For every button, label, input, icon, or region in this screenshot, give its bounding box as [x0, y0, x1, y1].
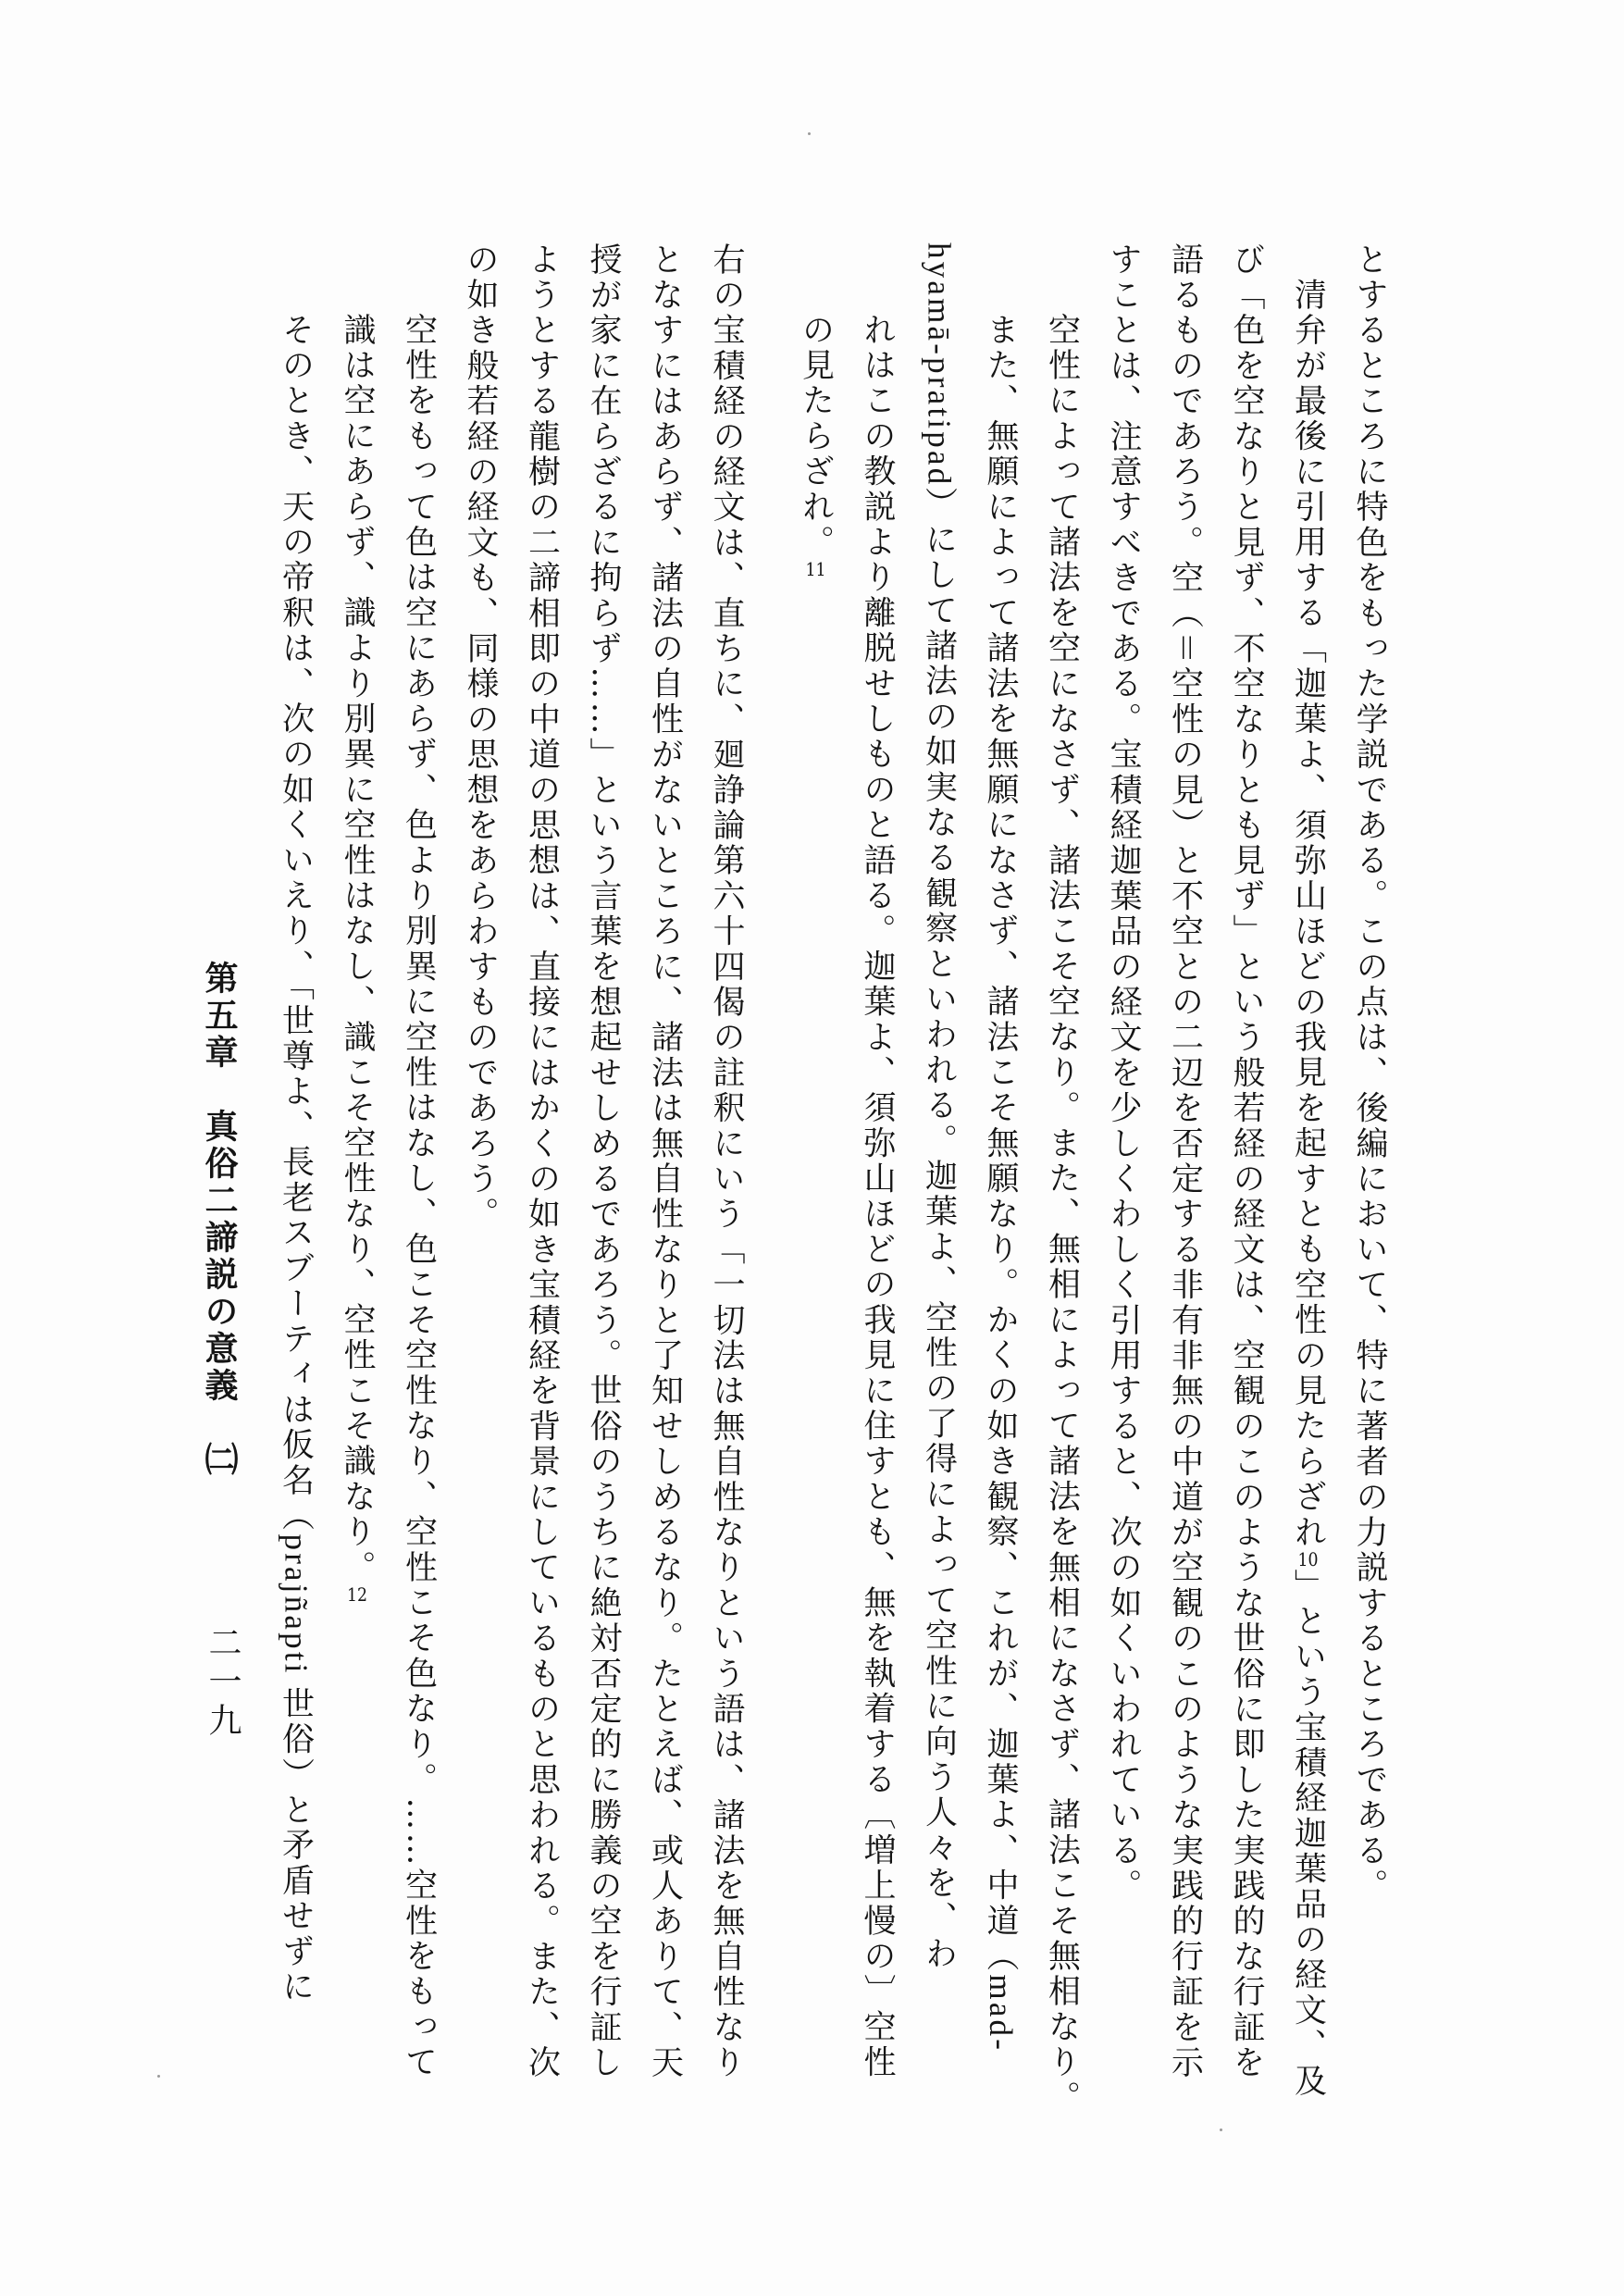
quote-line-7	[327, 242, 389, 2038]
quote-line-1: 空性によって諸法を空になさず、諸法こそ空なり。また、無相によって諸法を無相になさず、諸法こそ無相なり。	[1043, 313, 1081, 2116]
quote-line-7-text: 識は空にあらず、識より別異に空性はなし、識こそ空性なり、空性こそ識なり。	[339, 313, 376, 1586]
text-line-2-head: 清弁が最後に引用する「迦葉よ、須弥山ほどの我見を起すとも空性の見たらざれ	[1289, 278, 1327, 1551]
quote-line-3: hyamā-pratipad）にして諸法の如実なる観察といわれる。迦葉よ、空性の了得によって空性に向う人々を、わ	[921, 242, 958, 1972]
text-line-5: すことは、注意すべきである。宝積経迦葉品の経文を少しくわしく引用すると、次の如くいわれている。	[1105, 242, 1142, 1905]
page-number: 二一九	[204, 1625, 242, 1742]
text-line-2-tail: 」という宝積経迦葉品の経文、及	[1289, 1569, 1327, 2100]
text-line-8: 授が家に在らざるに拘らず……」という言葉を想起せしめるであろう。世俗のうちに絶対否定的に勝義の空を行証し	[585, 242, 622, 2081]
running-footer-chapter-title: 第五章 真俗二諦説の意義 ㈡	[200, 961, 239, 1479]
scan-speck	[157, 2075, 160, 2078]
quote-line-5-text: の見たらざれ。	[797, 313, 835, 561]
main-text-block	[265, 242, 1400, 2116]
text-line-4: 語るものであろう。空（＝空性の見）と不空との二辺を否定する非有非無の中道が空観のこのような実践的行証を示	[1166, 242, 1204, 2081]
footnote-marker-10: 10	[1297, 1550, 1319, 1570]
text-line-6: 右の宝積経の経文は、直ちに、廻諍論第六十四偈の註釈にいう「一切法は無自性なりという語は、諸法を無自性なり	[708, 242, 745, 2081]
text-line-3: び「色を空なりと見ず、不空なりとも見ず」という般若経の経文は、空観のこのような世俗に即した実践的な行証を	[1228, 242, 1265, 2081]
text-line-7: となすにはあらず、諸法の自性がないところに、諸法は無自性なりと了知せしめるなり。たとえば、或人ありて、天	[646, 242, 684, 2081]
footnote-marker-11: 11	[805, 560, 826, 579]
text-line-2	[1277, 242, 1339, 2100]
scan-speck	[808, 132, 811, 135]
quote-line-6: 空性をもって色は空にあらず、色より別異に空性はなし、色こそ空性なり、空性こそ色なり。……空性をもって	[400, 313, 438, 2080]
quote-line-8: そのとき、天の帝釈は、次の如くいえり、「世尊よ、長老スブーティは仮名（prajñapti 世俗）と矛盾せずに	[278, 313, 315, 2005]
footnote-marker-12: 12	[347, 1585, 367, 1605]
quote-line-4: れはこの教説より離脱せしものと語る。迦葉よ、須弥山ほどの我見に住すとも、無を執着する〔増上慢の〕空性	[859, 313, 896, 2080]
quote-line-2: また、無願によって諸法を無願になさず、諸法こそ無願なり。かくの如き観察、これが、迦葉よ、中道（mad-	[983, 313, 1019, 2054]
text-line-10: の如き般若経の経文も、同様の思想をあらわすものであろう。	[462, 242, 499, 1233]
quote-line-5	[785, 242, 847, 2038]
scan-speck	[1220, 2128, 1222, 2131]
text-line-9: ようとする龍樹の二諦相即の中道の思想は、直接にはかくの如き宝積経を背景にしているものと思われる。また、次	[523, 242, 561, 2081]
text-line-1: とするところに特色をもった学説である。この点は、後編において、特に著者の力説するところである。	[1351, 242, 1388, 1905]
